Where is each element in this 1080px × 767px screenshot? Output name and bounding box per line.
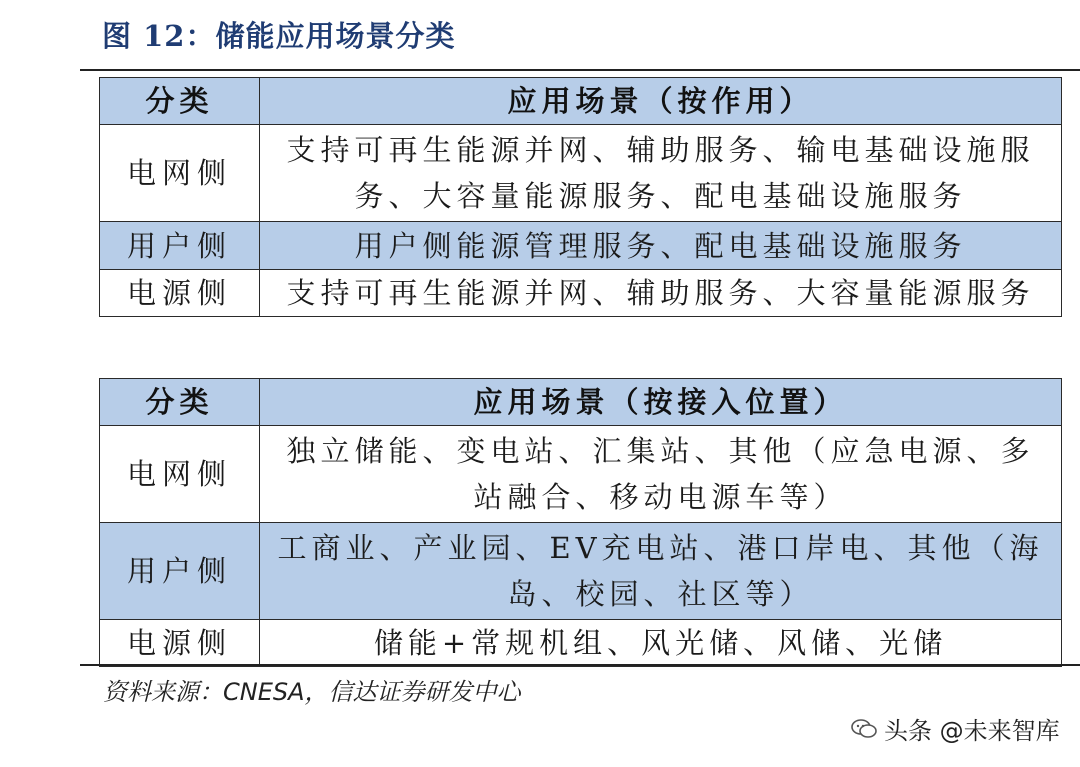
table-by-access-position	[99, 378, 1062, 667]
row-category: 电网侧	[100, 426, 260, 523]
header-scenario: 应用场景（按接入位置）	[260, 379, 1062, 426]
row-scenario: 储能+常规机组、风光储、风储、光储	[260, 620, 1062, 667]
table-row	[100, 125, 1062, 222]
wechat-logo-icon	[850, 718, 878, 740]
row-category: 用户侧	[100, 222, 260, 270]
row-scenario: 工商业、产业园、EV充电站、港口岸电、其他（海岛、校园、社区等）	[260, 523, 1062, 620]
table-row	[100, 270, 1062, 317]
row-category: 电源侧	[100, 270, 260, 317]
row-category: 电网侧	[100, 125, 260, 222]
table-row	[100, 523, 1062, 620]
row-scenario: 支持可再生能源并网、辅助服务、大容量能源服务	[260, 270, 1062, 317]
header-scenario: 应用场景（按作用）	[260, 78, 1062, 125]
watermark	[850, 711, 1060, 746]
header-category: 分类	[100, 78, 260, 125]
bottom-rule	[80, 664, 1080, 666]
table-header-row	[100, 78, 1062, 125]
row-category: 电源侧	[100, 620, 260, 667]
watermark-text: 头条 @未来智库	[884, 717, 1060, 745]
header-category: 分类	[100, 379, 260, 426]
table-by-function	[99, 77, 1062, 317]
row-scenario: 支持可再生能源并网、辅助服务、输电基础设施服务、大容量能源服务、配电基础设施服务	[260, 125, 1062, 222]
table-header-row	[100, 379, 1062, 426]
table-row	[100, 426, 1062, 523]
table-row	[100, 620, 1062, 667]
top-rule	[80, 69, 1080, 71]
row-category: 用户侧	[100, 523, 260, 620]
figure-title: 图 12：储能应用场景分类	[102, 19, 456, 53]
table-row	[100, 222, 1062, 270]
source-note: 资料来源：CNESA，信达证券研发中心	[103, 678, 521, 706]
row-scenario: 用户侧能源管理服务、配电基础设施服务	[260, 222, 1062, 270]
row-scenario: 独立储能、变电站、汇集站、其他（应急电源、多站融合、移动电源车等）	[260, 426, 1062, 523]
